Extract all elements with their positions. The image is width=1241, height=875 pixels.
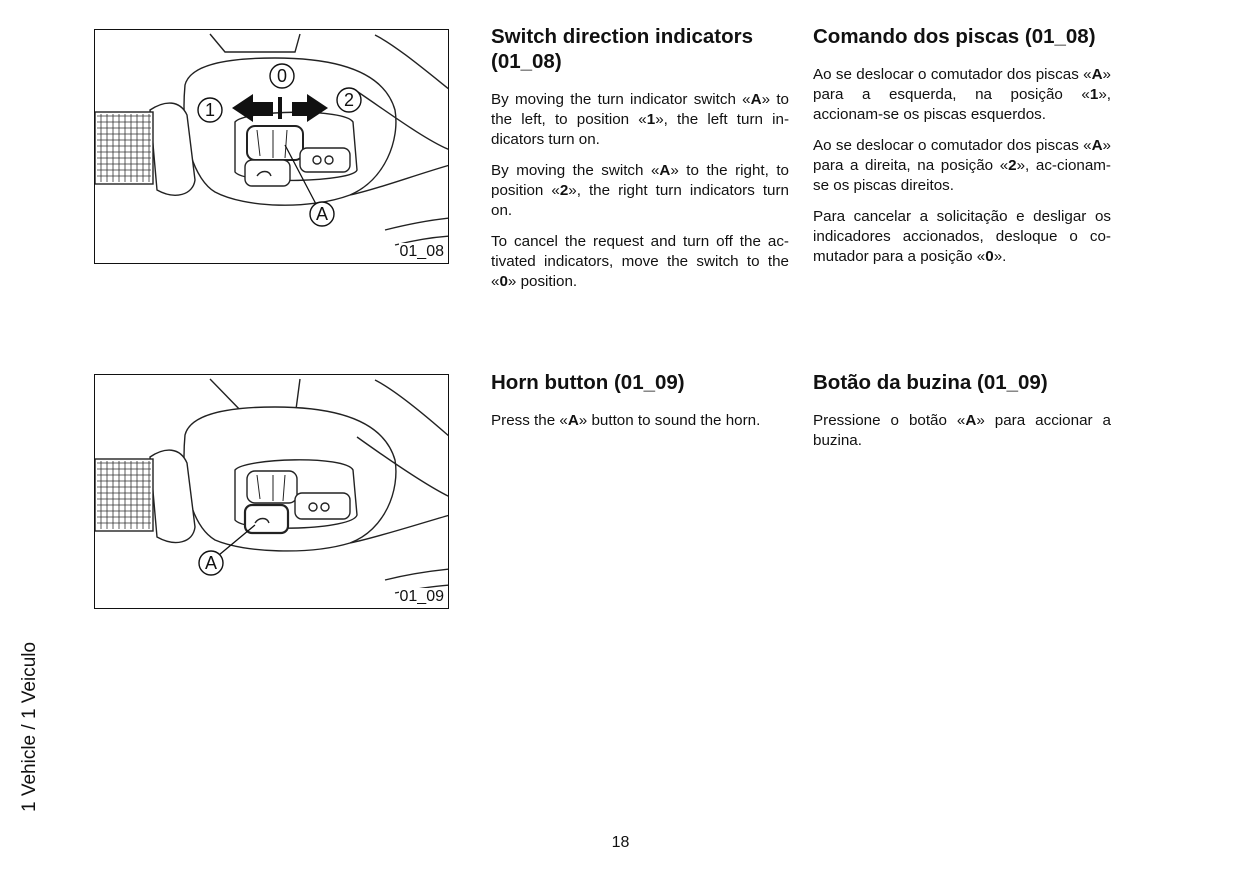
- bold-ref: A: [567, 412, 579, 429]
- text: » to the right, to position «: [491, 162, 789, 199]
- callout-a: A: [204, 553, 218, 573]
- bold-ref: A: [750, 91, 762, 108]
- paragraph: [491, 232, 789, 292]
- text: By moving the turn indicator switch «: [491, 91, 751, 108]
- horn-button-illustration: [95, 375, 449, 609]
- text: » para a direita, na posição «: [813, 137, 1111, 174]
- paragraph: [491, 90, 789, 150]
- text: » position.: [507, 273, 578, 290]
- figure-01-09: [94, 374, 449, 609]
- text: Para cancelar a solicitação e desligar os indicadores accionados, desloque o co-mutador para a posição «: [813, 208, 1111, 265]
- text: Pressione o botão «: [813, 412, 966, 429]
- text: Press the «: [491, 412, 568, 429]
- page-number: 18: [611, 834, 630, 851]
- bold-ref: A: [659, 162, 671, 179]
- bold-ref: A: [965, 412, 977, 429]
- paragraph: [813, 136, 1111, 196]
- section-title: Horn button (01_09): [491, 371, 685, 394]
- callout-0: 0: [276, 66, 288, 86]
- text: » to the left, to position «: [491, 91, 789, 128]
- text: », the right turn indicators turn on.: [491, 182, 789, 219]
- paragraph: [813, 411, 1111, 451]
- callout-a: A: [315, 204, 329, 224]
- text: To cancel the request and turn off the ac-tivated indicators, move the switch to the «: [491, 233, 789, 290]
- bold-ref: 0: [499, 273, 508, 290]
- text: Ao se deslocar o comutador dos piscas «: [813, 137, 1092, 154]
- callout-2: 2: [343, 90, 355, 110]
- paragraph: [813, 207, 1111, 267]
- bold-ref: 0: [985, 248, 994, 265]
- section-botao-da-buzina-pt: [813, 370, 1111, 462]
- text: ».: [993, 248, 1007, 265]
- section-comando-dos-piscas-pt: [813, 24, 1111, 278]
- figure-label: 01_09: [399, 588, 444, 605]
- text: » para accionar a buzina.: [813, 412, 1112, 449]
- text: » para a esquerda, na posição «: [813, 66, 1111, 103]
- section-horn-button-en: [491, 370, 789, 442]
- section-title: Comando dos piscas (01_08): [813, 25, 1096, 48]
- turn-indicator-switch-illustration: [95, 30, 449, 264]
- section-switch-direction-indicators-en: [491, 24, 789, 303]
- bold-ref: 2: [1008, 157, 1017, 174]
- bold-ref: 1: [646, 111, 656, 128]
- bold-ref: A: [1091, 66, 1103, 83]
- text: » button to sound the horn.: [578, 412, 761, 429]
- section-title: Botão da buzina (01_09): [813, 371, 1048, 394]
- bold-ref: 1: [1089, 86, 1099, 103]
- paragraph: [491, 161, 789, 221]
- text: By moving the switch «: [491, 162, 660, 179]
- paragraph: [813, 65, 1111, 125]
- section-title: Switch direction indicators (01_08): [491, 25, 753, 73]
- callout-1: 1: [204, 100, 216, 120]
- figure-01-08: [94, 29, 449, 264]
- text: Ao se deslocar o comutador dos piscas «: [813, 66, 1092, 83]
- text: », ac-cionam-se os piscas direitos.: [813, 157, 1111, 194]
- side-chapter-label: 1 Vehicle / 1 Veiculo: [19, 641, 40, 812]
- text: », accionam-se os piscas esquerdos.: [813, 86, 1111, 123]
- bold-ref: A: [1091, 137, 1103, 154]
- bold-ref: 2: [559, 182, 569, 199]
- text: », the left turn in-dicators turn on.: [491, 111, 790, 148]
- paragraph: [491, 411, 789, 431]
- figure-label: 01_08: [399, 243, 444, 260]
